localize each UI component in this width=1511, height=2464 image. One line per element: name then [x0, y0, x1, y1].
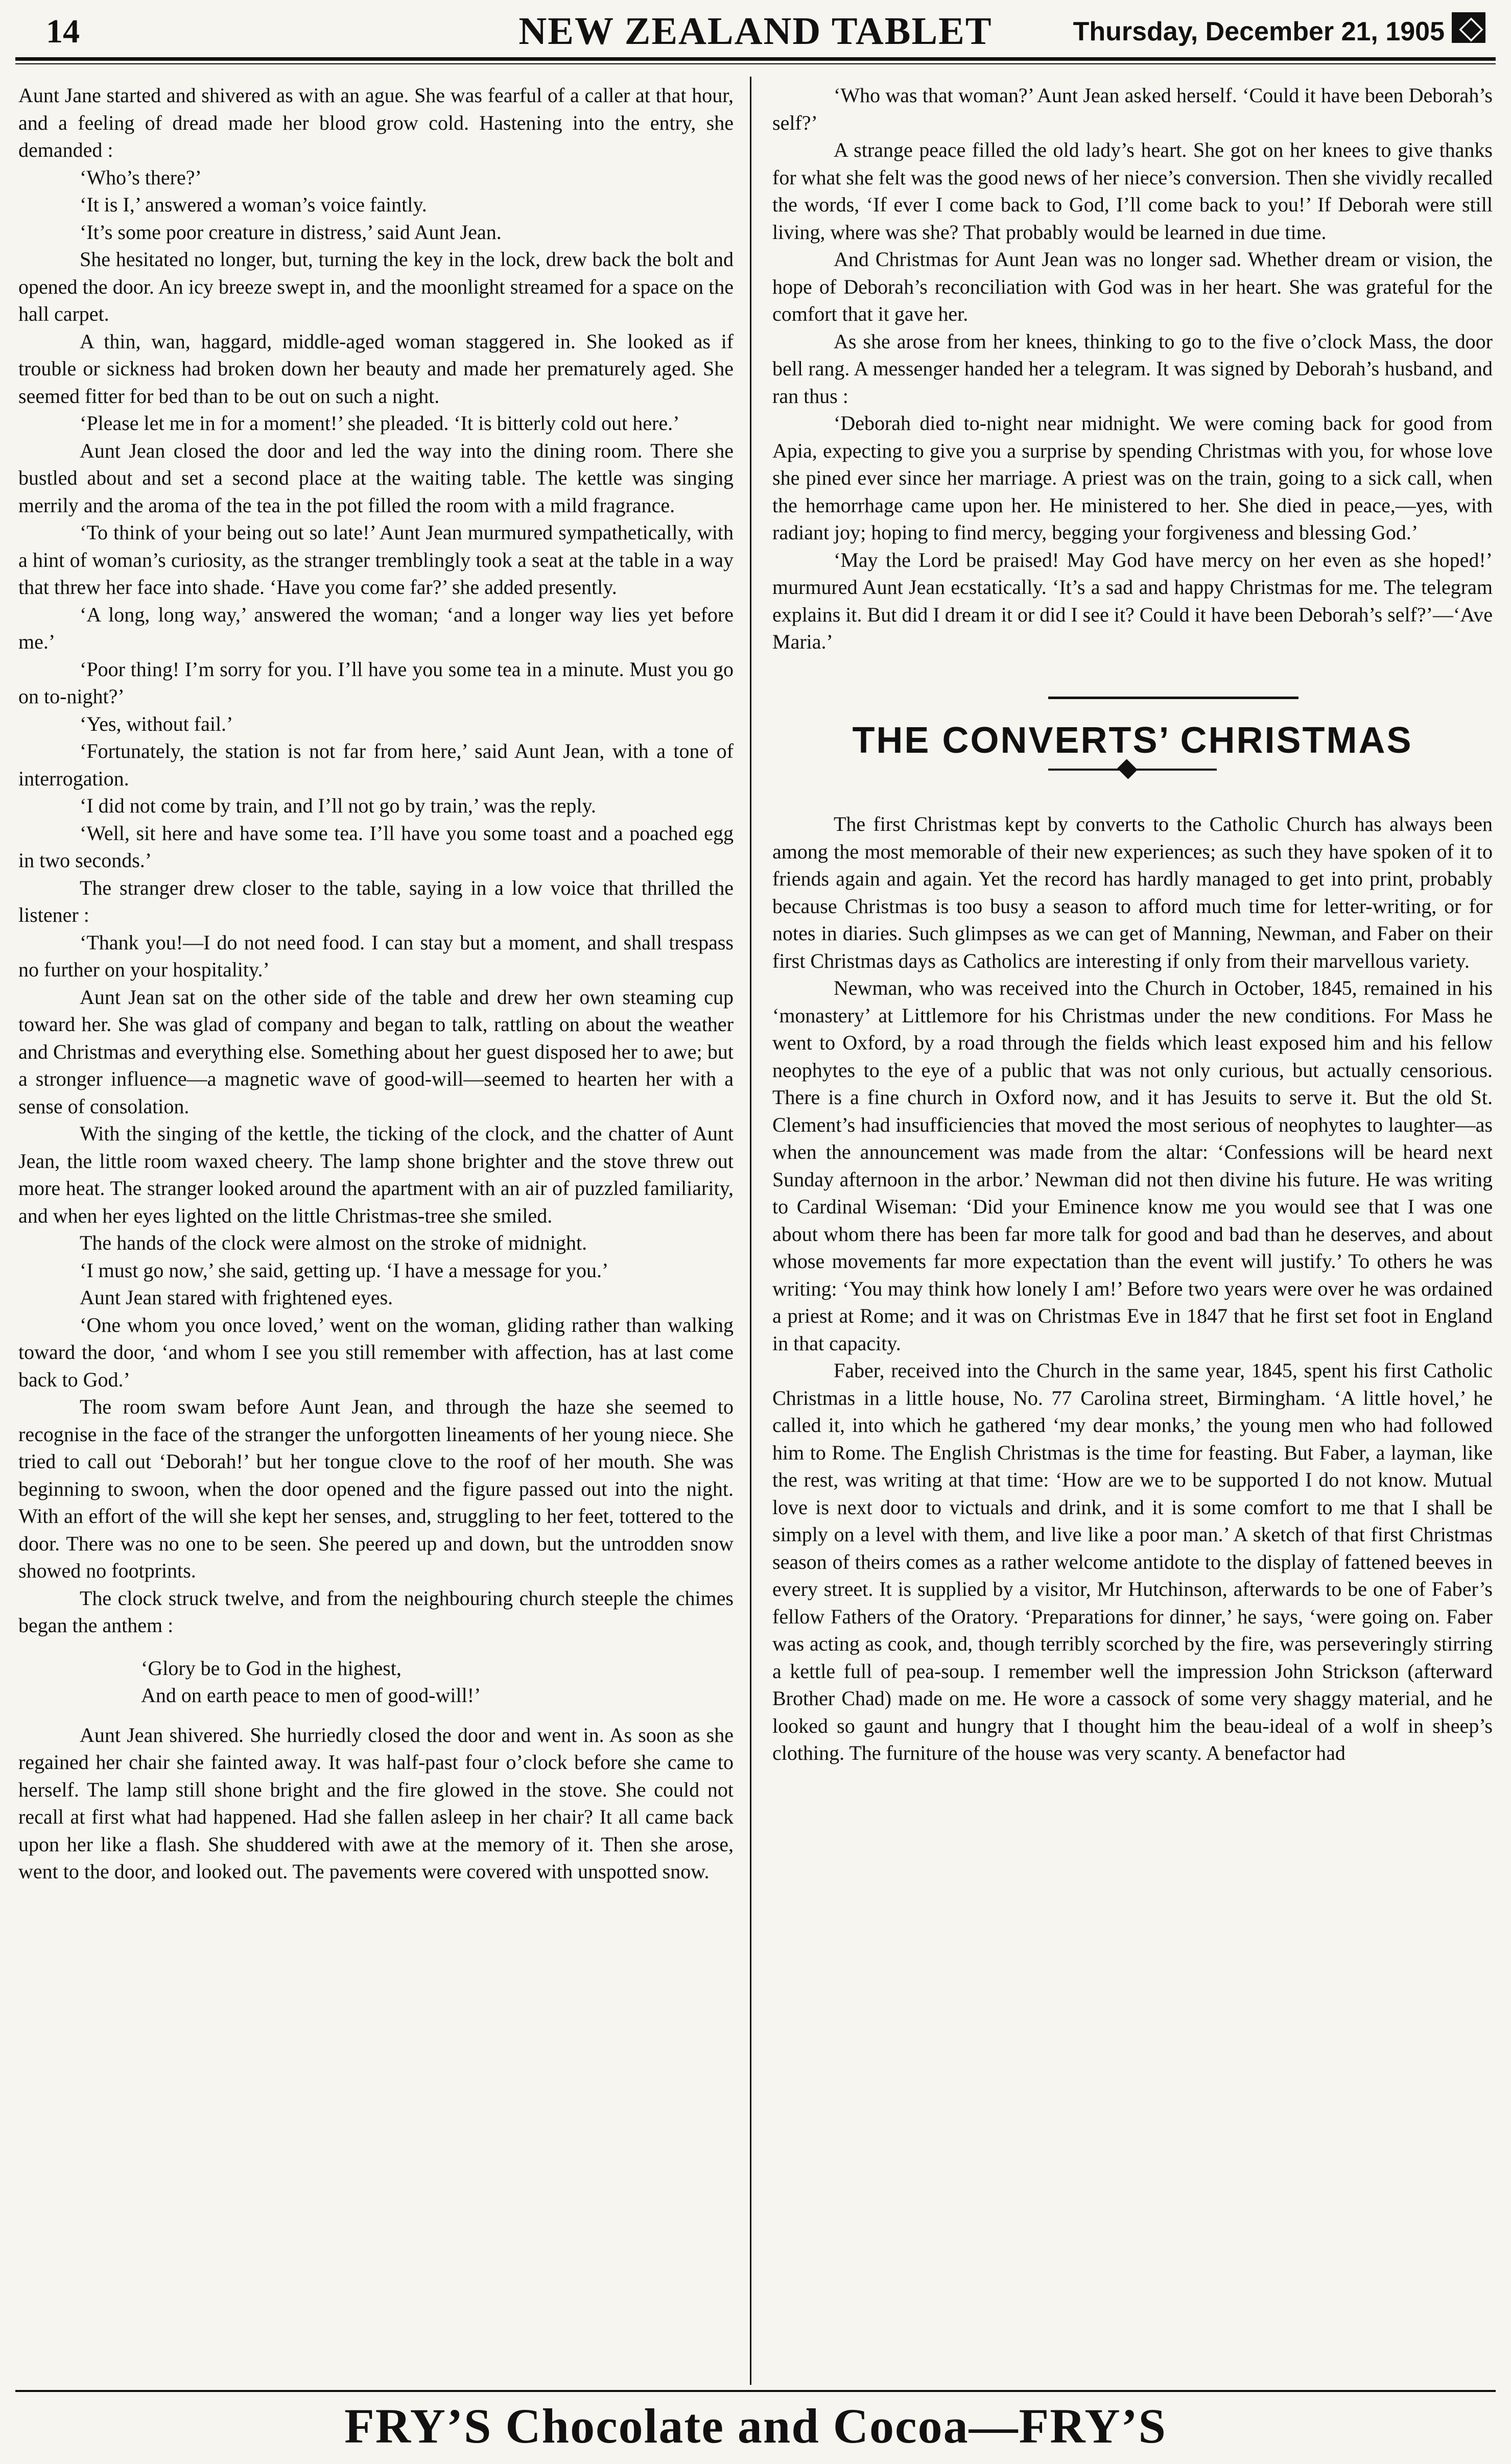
paragraph: ‘It’s some poor creature in distress,’ said Aunt Jean. [80, 220, 502, 244]
column-divider [750, 77, 751, 2385]
paragraph: As she arose from her knees, thinking to go to the five o’clock Mass, the door bell rang. A messenger handed her a telegram. It was signed by Deborah’s husband, and ran thus : [772, 329, 1493, 408]
masthead [26, 7, 1485, 58]
paragraph: ‘A long, long way,’ answered the woman; ‘and a longer way lies yet before me.’ [18, 603, 734, 653]
footer-advertisement: FRY’S Chocolate and Cocoa—FRY’S [344, 2399, 1167, 2453]
paragraph: ‘To think of your being out so late!’ Aunt Jean murmured sympathetically, with a hint of woman’s curiosity, as the stranger tremblingly took a seat at the table in a way that threw her face into shade. ‘Have you come far?’ she added presently. [18, 521, 734, 599]
article-heading: THE CONVERTS’ CHRISTMAS [852, 720, 1413, 761]
paragraph: Aunt Jane started and shivered as with an ague. She was fearful of a caller at that hour, and a feeling of dread made her blood grow cold. Hastening into the entry, she demanded : [18, 84, 734, 161]
paragraph: The clock struck twelve, and from the neighbouring church steeple the chimes began the anthem : [18, 1586, 734, 1637]
header-rule [15, 57, 1496, 61]
right-column [772, 82, 1493, 1767]
paragraph: ‘Who was that woman?’ Aunt Jean asked herself. ‘Could it have been Deborah’s self?’ [772, 84, 1493, 134]
verse-line: ‘Glory be to God in the highest, [141, 1656, 402, 1680]
paragraph: The first Christmas kept by converts to the Catholic Church has always been among the most memorable of their new experiences; as such they have spoken of it to friends again and again. Yet the record has hardly managed to get into print, probably because Christmas is too busy a season to afford much time for letter-writing, or for notes in diaries. Such glimpses as we can get of Manning, Newman, and Faber on their first Christmas days as Catholics are interesting if only from their marvellous variety. [772, 812, 1493, 972]
paragraph: Faber, received into the Church in the same year, 1845, spent his first Catholic Christmas in a little house, No. 77 Carolina street, Birmingham. ‘A little hovel,’ he called it, into which he gathered ‘my dear monks,’ the young men who had followed him to Rome. The English Christmas is the time for feasting. But Faber, a layman, like the rest, was writing at that time: ‘How are we to be supported I do not know. Mutual love is next door to victuals and drink, and it is some comfort to me that I shall be simply on a level with them, and live like a poor man.’ A sketch of that first Christmas season of theirs comes as a rather welcome antidote to the display of fattened beeves in every street. It is supplied by a visitor, Mr Hutchinson, afterwards to be one of Faber’s fellow Fathers of the Oratory. ‘Preparations for dinner,’ he says, ‘were going on. Faber was acting as cook, and, though terribly scorched by the fire, was perseveringly stirring a kettle full of pea-soup. I remember well the impression John Strickson (afterward Brother Chad) made on me. He wore a cassock of some very shaggy material, and he looked so gaunt and hungry that I thought him the beau-ideal of a wolf in sheep’s clothing. The furniture of the house was very scanty. A benefactor had [772, 1359, 1493, 1764]
paragraph: ‘Yes, without fail.’ [80, 712, 233, 735]
paragraph: Aunt Jean stared with frightened eyes. [80, 1286, 393, 1309]
verse-line: And on earth peace to men of good-will!’ [141, 1684, 481, 1707]
issue-date: Thursday, December 21, 1905 [1073, 17, 1445, 46]
masthead-logo-icon [1452, 12, 1485, 43]
heading-ornament [772, 759, 1493, 780]
section-separator [772, 681, 1493, 717]
paragraph: ‘Deborah died to-night near midnight. We were coming back for good from Apia, expecting to give you a surprise by spending Christmas with you, for whose love she pined ever since her marriage. A priest was on the train, going to a sick call, when the hemorrhage came upon her. He ministered to her. She died in peace,—yes, with radiant joy; hoping to find mercy, begging your forgiveness and blessing God.’ [772, 412, 1493, 544]
paragraph: ‘Thank you!—I do not need food. I can stay but a moment, and shall trespass no further on your hospitality.’ [18, 930, 734, 981]
paragraph: ‘Who’s there?’ [80, 165, 202, 189]
left-column [18, 82, 734, 1885]
paragraph: ‘I did not come by train, and I’ll not go by train,’ was the reply. [80, 794, 596, 817]
paragraph: And Christmas for Aunt Jean was no longer sad. Whether dream or vision, the hope of Deborah’s reconciliation with God was in her heart. She was grateful for the comfort that it gave her. [772, 248, 1493, 325]
header-rule-thin [15, 63, 1496, 64]
paragraph: Aunt Jean sat on the other side of the table and drew her own steaming cup toward her. She was glad of company and began to talk, rattling on about the weather and Christmas and everything else. Something about her guest disposed her to awe; but a stronger influence—a magnetic wave of good-will—seemed to hearten her with a sense of consolation. [18, 985, 734, 1118]
paragraph: ‘Poor thing! I’m sorry for you. I’ll have you some tea in a minute. Must you go on to-night?’ [18, 657, 734, 708]
paragraph: A thin, wan, haggard, middle-aged woman staggered in. She looked as if trouble or sickness had broken down her beauty and made her prematurely aged. She seemed fitter for bed than to be out on such a night. [18, 329, 734, 408]
paragraph: ‘Well, sit here and have some tea. I’ll have you some toast and a poached egg in two seconds.’ [18, 821, 734, 872]
paragraph: With the singing of the kettle, the ticking of the clock, and the chatter of Aunt Jean, the little room waxed cheery. The lamp shone brighter and the stove threw out more heat. The stranger looked around the apartment with an air of puzzled familiarity, and when her eyes lighted on the little Christmas-tree she smiled. [18, 1122, 734, 1227]
paragraph: ‘It is I,’ answered a woman’s voice faintly. [80, 193, 427, 216]
paragraph: The stranger drew closer to the table, saying in a low voice that thrilled the listener : [18, 876, 734, 926]
newspaper-title: NEW ZEALAND TABLET [518, 10, 993, 53]
paragraph: ‘Fortunately, the station is not far from here,’ said Aunt Jean, with a tone of interrogation. [18, 739, 734, 790]
paragraph: She hesitated no longer, but, turning the key in the lock, drew back the bolt and opened the door. An icy breeze swept in, and the moonlight streamed for a space on the hall carpet. [18, 248, 734, 325]
paragraph: ‘I must go now,’ she said, getting up. ‘I have a message for you.’ [80, 1258, 609, 1282]
paragraph: Aunt Jean shivered. She hurriedly closed the door and went in. As soon as she regained her chair she fainted away. It was half-past four o’clock before she came to herself. The lamp still shone bright and the fire glowed in the stove. She could not recall at first what had happened. Had she fallen asleep in her chair? It all came back upon her like a flash. She shuddered with awe at the memory of it. Then she arose, went to the door, and looked out. The pavements were covered with unspotted snow. [18, 1723, 734, 1883]
paragraph: ‘One whom you once loved,’ went on the woman, gliding rather than walking toward the door, ‘and whom I see you still remember with affection, has at last come back to God.’ [18, 1313, 734, 1391]
paragraph: ‘May the Lord be praised! May God have mercy on her even as she hoped!’ murmured Aunt Jean ecstatically. ‘It’s a sad and happy Christmas for me. The telegram explains it. But did I dream it or did I see it? Could it have been Deborah’s self?’—‘Ave Maria.’ [772, 548, 1493, 653]
page-number: 14 [46, 13, 80, 50]
paragraph: Aunt Jean closed the door and led the way into the dining room. There she bustled about and set a second place at the waiting table. The kettle was singing merrily and the aroma of the tea in the pot filled the room with a mild fragrance. [18, 439, 734, 517]
paragraph: ‘Please let me in for a moment!’ she pleaded. ‘It is bitterly cold out here.’ [80, 412, 680, 435]
paragraph: Newman, who was received into the Church in October, 1845, remained in his ‘monastery’ at Littlemore for his Christmas under the new conditions. For Mass he went to Oxford, by a road through the fields which least exposed him and his fellow neophytes to the eye of a public that was not only curious, but actually censorious. There is a fine church in Oxford now, and it has Jesuits to serve it. But the old St. Clement’s had insufficiencies that moved the most serious of neophytes to laughter—as when the announcement was made from the altar: ‘Confessions will be heard next Sunday afternoon in the arbor.’ Newman did not then divine his future. He was writing to Cardinal Wiseman: ‘Did your Eminence know me you would see that I was one about whom there has been far more talk for good and bad than he deserves, and about whose movements far more expectation than the event will justify.’ To others he was writing: ‘You may think how lonely I am!’ Before two years were over he was ordained a priest at Rome; and it was on Christmas Eve in 1847 that he first set foot in England in that capacity. [772, 976, 1493, 1355]
paragraph: The hands of the clock were almost on the stroke of midnight. [80, 1231, 587, 1254]
paragraph: A strange peace filled the old lady’s heart. She got on her knees to give thanks for what she felt was the good news of her niece’s conversion. Then she vividly recalled the words, ‘If ever I come back to God, I’ll come back to you!’ If Deborah were still living, where was she? That probably would be learned in due time. [772, 138, 1493, 244]
hymn-verse [18, 1655, 734, 1709]
paragraph: The room swam before Aunt Jean, and through the haze she seemed to recognise in the face of the stranger the unforgotten lineaments of her young niece. She tried to call out ‘Deborah!’ but her tongue clove to the roof of her mouth. She was beginning to swoon, when the door opened and the figure passed out into the night. With an effort of the will she kept her senses, and, struggling to her feet, tottered to the door. There was no one to be seen. She peered up and down, but the untrodden snow showed no footprints. [18, 1395, 734, 1582]
footer-rule [15, 2390, 1496, 2392]
